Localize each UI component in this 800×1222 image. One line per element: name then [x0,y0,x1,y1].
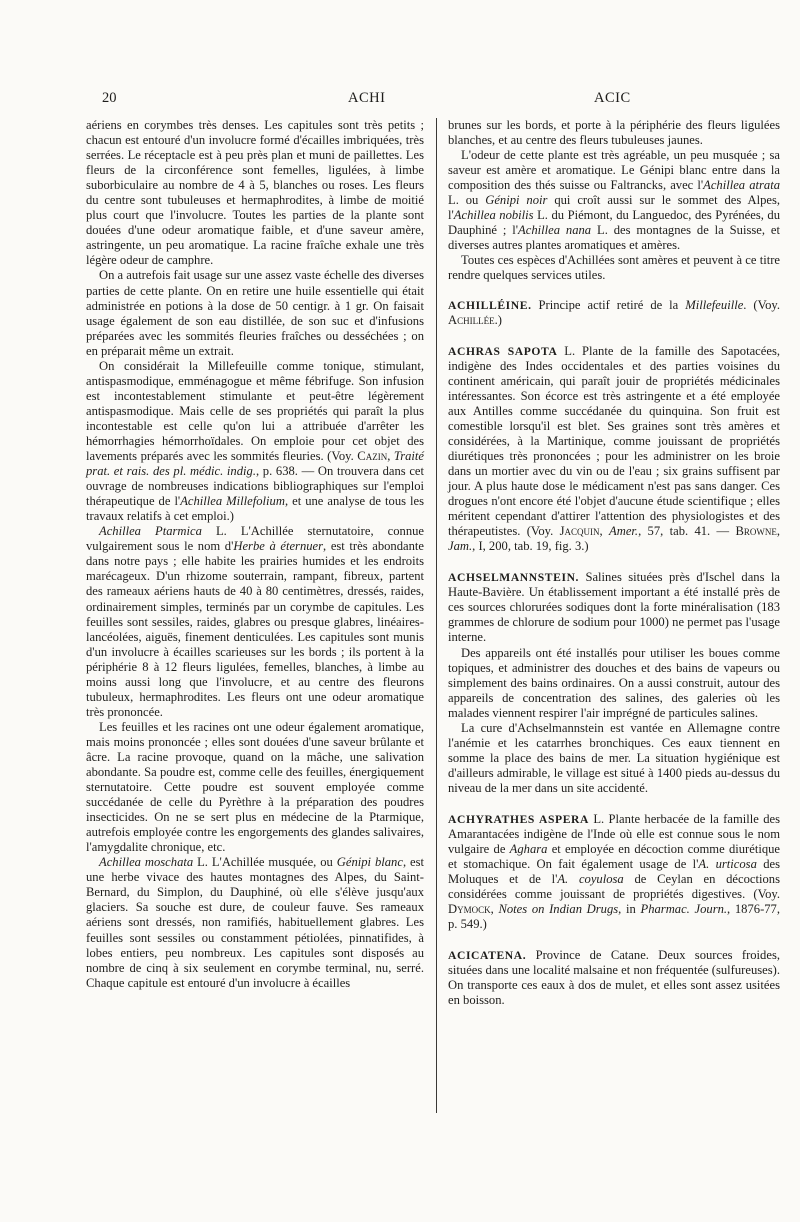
right-column [448,118,780,1009]
entry-headword: ACHRAS SAPOTA [448,344,558,358]
paragraph: L'odeur de cette plante est très agréable, un peu musquée ; sa saveur est amère et aromatique. Le Génipi blanc entre dans la composition des thés suisse ou Faltrancks, avec l'Achillea atrata L. ou Génipi noir qui croît aussi sur le sommet des Alpes, l'Achillea nobilis L. du Piémont, du Languedoc, des Pyrénées, du Dauphiné ; l'Achillea nana L. des montagnes de la Suisse, et diverses autres plantes aromatiques et amères. [448,148,781,253]
dictionary-entry: ACHILLÉINE. Principe actif retiré de la Millefeuille. (Voy. Achillée.) [448,297,780,327]
entry-headword: ACHSELMANNSTEIN. [448,571,580,585]
paragraph: On a autrefois fait usage sur une assez vaste échelle des diverses parties de cette plante. On en retire une huile essentielle qui était administrée en potions à la dose de 50 centigr. à 1 gr. On faisait usage également de son eau distillée, de son suc et d'infusions préparées avec les sommités fleuries fraîches ou desséchées ; on en préparait même un extrait. [86,268,424,358]
paragraph: Toutes ces espèces d'Achillées sont amères et peuvent à ce titre rendre quelques services utiles. [448,253,780,283]
entry-headword: ACHYRATHES ASPERA [448,812,589,826]
paragraph: La cure d'Achselmannstein est vantée en Allemagne contre l'anémie et les catarrhes bronchiques. Ces eaux tiennent en somme la place des bains de mer. La situation hygiénique est d'ailleurs admirable, le village est situé à 1400 pieds au-dessus du niveau de la mer dans un site accidenté. [448,720,780,795]
column-divider [436,118,437,1113]
entry-headword: ACICATENA. [448,949,527,963]
paragraph: brunes sur les bords, et porte à la périphérie des fleurs ligulées blanches, et au centre des fleurs tubuleuses jaunes. [448,118,780,148]
dictionary-entry: ACHYRATHES ASPERA L. Plante herbacée de la famille des Amarantacées indigène de l'Inde où elle est connue sous le nom vulgaire de Aghara et employée en décoction comme diurétique et stomachique. On fait également usage de l'A. urticosa des Moluques et de l'A. coyulosa de Ceylan en décoctions considérées comme jouissant de propriétés digestives. (Voy. Dymock, Notes on Indian Drugs, in Pharmac. Journ., 1876-77, p. 549.) [448,811,781,932]
paragraph: Les feuilles et les racines ont une odeur également aromatique, mais moins prononcée ; elles sont douées d'une saveur brûlante et âcre. La racine provoque, quand on la mâche, une salivation abondante. Sa poudre est, comme celle des feuilles, énergiquement sternutatoire. Cette poudre est souvent employée comme succédanée de celle du Pyrèthre à la préparation des poudres insecticides. On ne se sert plus en médecine de la Ptarmique, autrefois employée contre les engorgements des glandes salivaires, l'amygdalite chronique, etc. [86,719,424,855]
paragraph: Achillea moschata L. L'Achillée musquée, ou Génipi blanc, est une herbe vivace des hautes montagnes des Alpes, du Saint-Bernard, du Simplon, du Dauphiné, où elle s'élève jusqu'aux glaciers. Sa souche est dure, de couleur fauve. Ses rameaux aériens sont dressés, non ramifiés, habituellement glabres. Les feuilles sont sessiles ou constamment pétiolées, pinnatifides, à lobes entiers, peu nombreux. Les capitules sont disposés au nombre de cinq à six seulement en corymbe terminal, nu, serré. Chaque capitule est entouré d'un involucre à écailles [86,855,425,990]
left-column [86,118,424,991]
paragraph: On considérait la Millefeuille comme tonique, stimulant, antispasmodique, emménagogue et même fébrifuge. Son infusion est incontestablement stimulante et peut-être légèrement antispasmodique. Mais celle de ses propriétés qui paraît la plus incontestable est celle qu'on lui a attribuée d'arrêter les hémorrhagies hémorrhoïdales. On emploie pour cet objet des lavements préparés avec les sommités fleuries. (Voy. Cazin, Traité prat. et rais. des pl. médic. indig., p. 638. — On trouvera dans cet ouvrage de nombreuses indications bibliographiques sur l'emploi thérapeutique de l'Achillea Millefolium, et une analyse de tous les travaux relatifs à cet emploi.) [86,358,425,524]
dictionary-entry: ACICATENA. Province de Catane. Deux sources froides, situées dans une localité malsaine et non fréquentée (sulfureuses). On transporte ces eaux à dos de mulet, et elles sont assez usitées en boisson. [448,948,780,1008]
paragraph: Achillea Ptarmica L. L'Achillée sternutatoire, connue vulgairement sous le nom d'Herbe à éternuer, est très abondante dans notre pays ; elle habite les prairies humides et les endroits marécageux. D'un rhizome souterrain, rampant, fibreux, partent des rameaux aériens hauts de 40 à 80 centimètres, dressés, raides, ordinairement simples, terminés par un corymbe de capitules. Les feuilles sont sessiles, raides, glabres ou presque glabres, linéaires-lancéolées, aiguës, finement denticulées. Les capitules sont munis d'un involucre à écailles scarieuses sur les bords ; ils portent à la périphérie 8 à 12 fleurs ligulées, femelles, blanches, à limbe au moins aussi long que l'involucre, et au centre des fleurons tubuleux, hermaphrodites. Les fleurs ont une odeur aromatique très prononcée. [86,524,425,719]
page-number: 20 [102,90,117,106]
entry-headword: ACHILLÉINE. [448,298,532,312]
running-title-right: ACIC [594,90,631,106]
dictionary-entry: ACHSELMANNSTEIN. Salines situées près d'Ischel dans la Haute-Bavière. Un établissement important a été installé près de ces sources chlorurées sodiques dont la forte minéralisation (183 grammes de chlorure de sodium pour 1000) ne permet pas l'usage interne. [448,570,780,645]
paragraph: Des appareils ont été installés pour utiliser les boues comme topiques, et administrer des douches et des bains de vapeurs ou simplement des bains ordinaires. On a aussi construit, autour des appareils de concentration des salines, des galeries où les malades viennent respirer l'air imprégné de particules salines. [448,645,780,720]
running-title-left: ACHI [348,90,386,106]
running-head [90,90,730,110]
paragraph: aériens en corymbes très denses. Les capitules sont très petits ; chacun est entouré d'un involucre formé d'écailles imbriquées, très serrées. Le réceptacle est à peu près plan et muni de paillettes. Les fleurs de la circonférence sont femelles, ligulées, à limbe suborbiculaire au nombre de 4 à 5, blanches ou roses. Les fleurs du centre sont tubuleuses et hermaphrodites, à limbe de moitié plus court que l'involucre. Toutes les parties de la plante sont douées d'une odeur aromatique faible, et d'une saveur amère, astringente, un peu aromatique. La racine fraîche exhale une très légère odeur de camphre. [86,118,424,268]
dictionary-entry: ACHRAS SAPOTA L. Plante de la famille des Sapotacées, indigène des Indes occidentales et des parties voisines du continent américain, qui paraît jouir de propriétés médicinales intéressantes. Son écorce est très astringente et a été employée aux Antilles comme succédanée du quinquina. Son fruit est comestible lorsqu'il est blet. Ses graines sont très amères et considérées, à la Martinique, comme jouissant de propriétés diurétiques très prononcées ; pour les administrer on les broie dans un mortier avec du vin ou de l'eau ; six grains suffisent par jour. A plus haute dose le médicament n'est pas sans danger. Ces drogues n'ont encore été l'objet d'aucune étude scientifique ; elles méritent cependant d'attirer l'attention des physiologistes et des thérapeutistes. (Voy. Jacquin, Amer., 57, tab. 41. — Browne, Jam., I, 200, tab. 19, fig. 3.) [448,343,781,554]
